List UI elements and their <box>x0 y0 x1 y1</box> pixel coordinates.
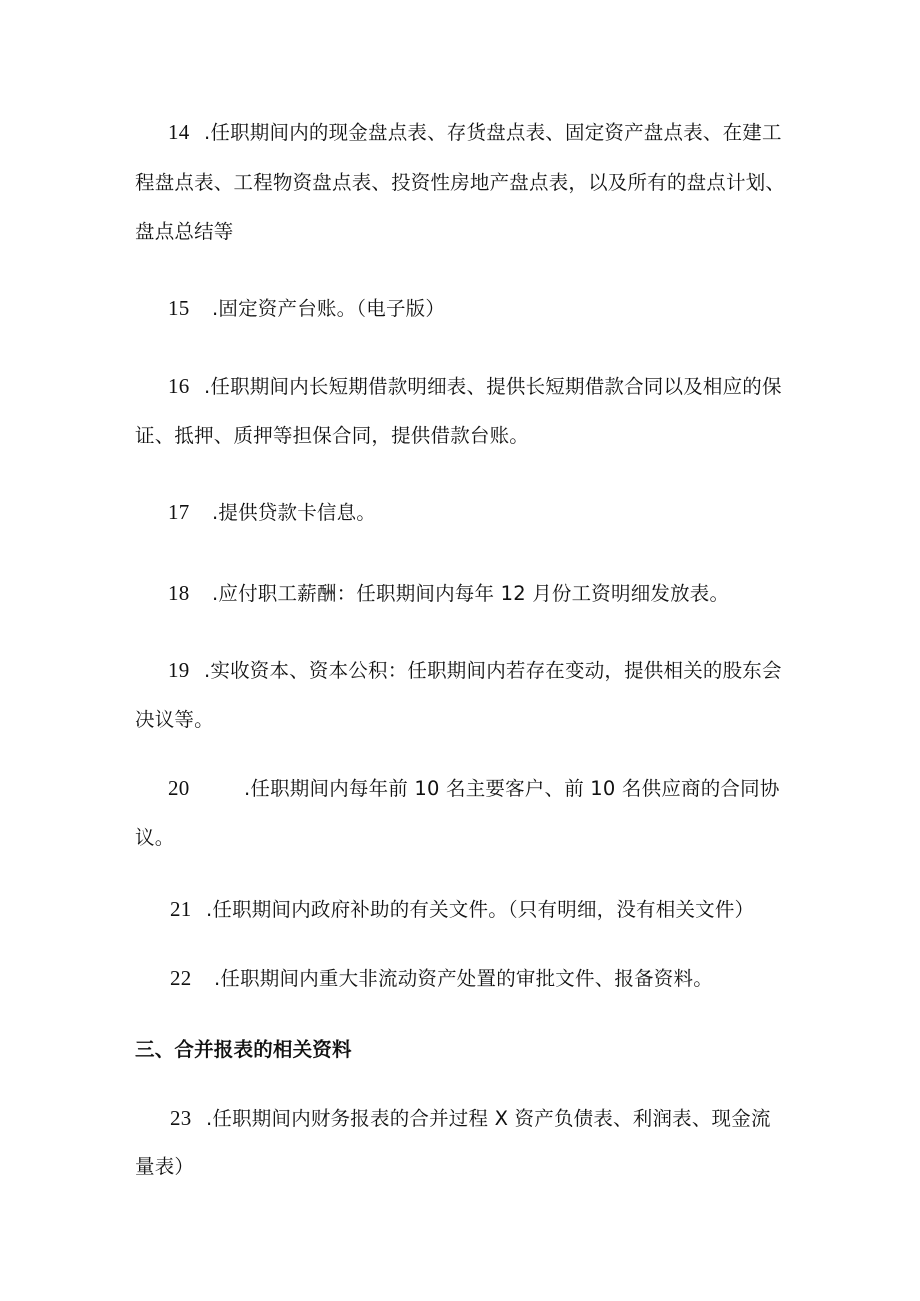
item-23-line-2 <box>135 1155 194 1179</box>
item-19-line-1 <box>168 658 782 683</box>
item-15-line-1 <box>168 296 445 321</box>
item-14-line-1 <box>168 120 782 145</box>
item-text: 程盘点表、工程物资盘点表、投资性房地产盘点表，以及所有的盘点计划、 <box>135 171 786 194</box>
item-text: .任职期间内的现金盘点表、存货盘点表、固定资产盘点表、在建工 <box>204 121 782 144</box>
item-number: 20 <box>168 776 190 800</box>
item-text: .任职期间内每年前 10 名主要客户、前 10 名供应商的合同协 <box>244 777 780 800</box>
item-14-line-2 <box>135 171 785 195</box>
item-number: 23 <box>170 1106 192 1130</box>
item-text: 决议等。 <box>135 708 214 731</box>
item-21-line-1 <box>170 897 754 922</box>
item-number: 14 <box>168 120 190 144</box>
item-text: 证、抵押、质押等担保合同，提供借款台账。 <box>135 424 530 447</box>
item-text: 盘点总结等 <box>135 220 234 243</box>
item-text: .任职期间内重大非流动资产处置的审批文件、报备资料。 <box>214 967 713 990</box>
item-text: 量表） <box>135 1155 195 1178</box>
item-number: 15 <box>168 296 190 320</box>
item-18-line-1 <box>168 581 729 606</box>
item-number: 22 <box>170 966 192 990</box>
item-19-line-2 <box>135 708 214 732</box>
item-number: 18 <box>168 581 190 605</box>
item-20-line-1 <box>168 776 780 801</box>
item-22-line-1 <box>170 966 713 991</box>
item-16-line-1 <box>168 374 782 399</box>
item-number: 16 <box>168 374 190 398</box>
item-text: .任职期间内政府补助的有关文件。（只有明细，没有相关文件） <box>206 898 755 921</box>
item-text: .提供贷款卡信息。 <box>212 501 376 524</box>
item-number: 19 <box>168 658 190 682</box>
section-heading: 三、合并报表的相关资料 <box>135 1038 352 1061</box>
item-text: .任职期间内长短期借款明细表、提供长短期借款合同以及相应的保 <box>204 375 782 398</box>
item-text: .任职期间内财务报表的合并过程 X 资产负债表、利润表、现金流 <box>206 1107 771 1130</box>
item-16-line-2 <box>135 424 529 448</box>
item-number: 21 <box>170 897 192 921</box>
item-text: 议。 <box>135 826 175 849</box>
item-17-line-1 <box>168 500 376 525</box>
item-text: .实收资本、资本公积：任职期间内若存在变动，提供相关的股东会 <box>204 659 782 682</box>
item-14-line-3 <box>135 220 234 244</box>
item-text: .应付职工薪酬：任职期间内每年 12 月份工资明细发放表。 <box>212 582 730 605</box>
item-23-line-1 <box>170 1106 771 1131</box>
item-20-line-2 <box>135 826 174 850</box>
item-number: 17 <box>168 500 190 524</box>
item-text: .固定资产台账。（电子版） <box>212 297 446 320</box>
